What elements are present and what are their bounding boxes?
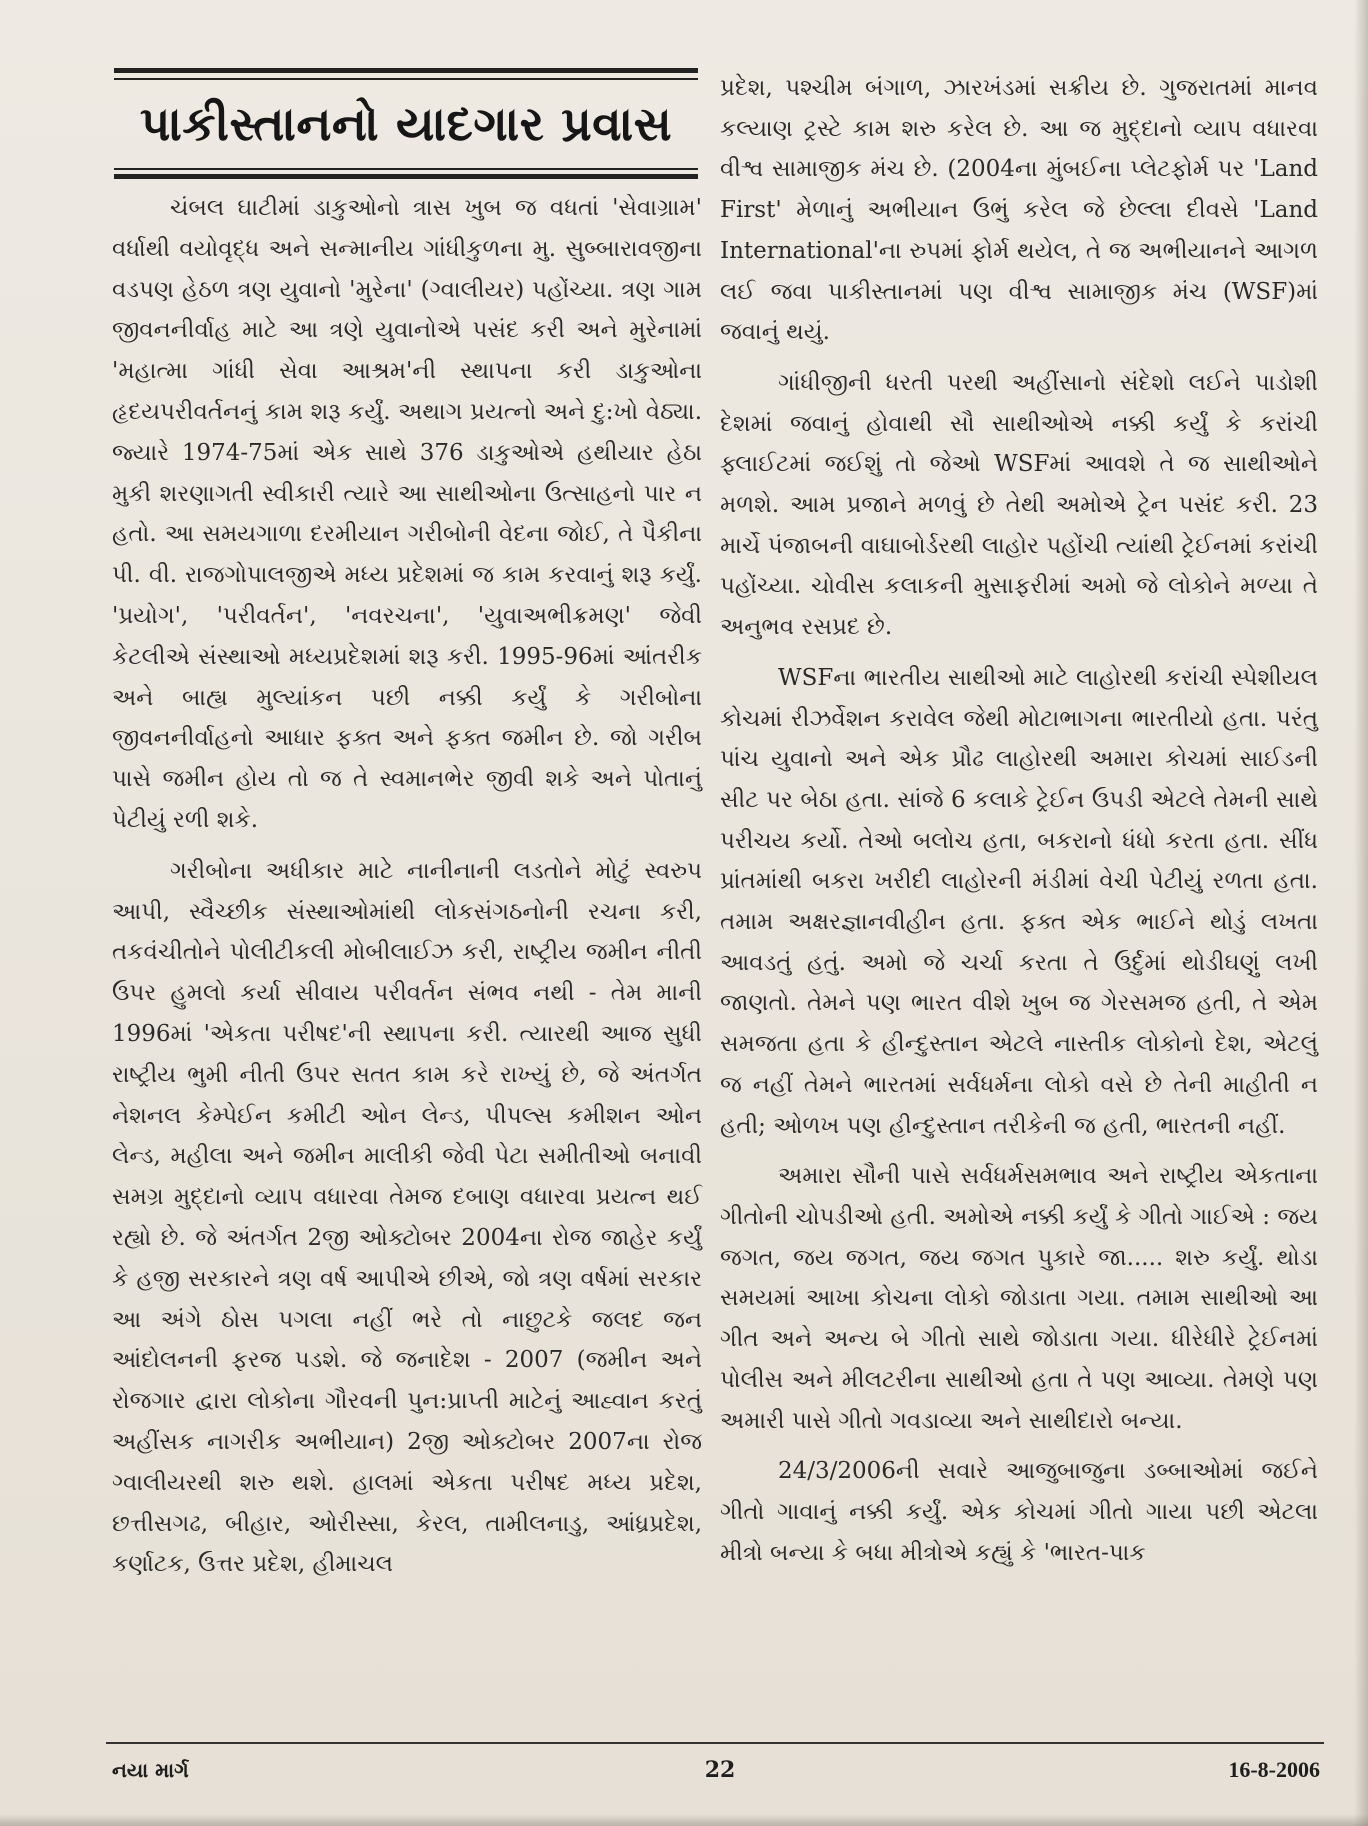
title-top-rule: [114, 68, 698, 73]
title-top-thin-rule: [114, 78, 698, 80]
right-paragraph-3: WSFના ભારતીય સાથીઓ માટે લાહોરથી કરાંચી સ્પેશીયલ કોચમાં રીઝર્વેશન કરાવેલ જેથી મોટાભાગના ભારતીયો હતા. પરંતુ પાંચ યુવાનો અને એક પ્રૌઢ લાહોરથી અમારા કોચમાં સાઈડની સીટ પર બેઠા હતા. સાંજે 6 કલાકે ટ્રેઈન ઉપડી એટલે તેમની સાથે પરીચય કર્યો. તેઓ બલોચ હતા, બકરાનો ધંધો કરતા હતા. સીંધ પ્રાંતમાંથી બકરા ખરીદી લાહોરની મંડીમાં વેચી પેટીયું રળતા હતા. તમામ અક્ષરજ્ઞાનવીહીન હતા. ફક્ત એક ભાઈને થોડું લખતા આવડતું હતું. અમો જે ચર્ચા કરતા તે ઉર્દુમાં થોડીઘણું લખી જાણતો. તેમને પણ ભારત વીશે ખુબ જ ગેરસમજ હતી, તે એમ સમજતા હતા કે હીન્દુસ્તાન એટલે નાસ્તીક લોકોનો દેશ, એટલું જ નહીં તેમને ભારતમાં સર્વધર્મના લોકો વસે છે તેની માહીતી ન હતી; ઓળખ પણ હીન્દુસ્તાન તરીકેની જ હતી, ભારતની નહીં.: [720, 664, 1318, 1139]
right-paragraph-2: ગાંધીજીની ધરતી પરથી અહીંસાનો સંદેશો લઈને પાડોશી દેશમાં જવાનું હોવાથી સૌ સાથીઓએ નક્કી કર્યું કે કરાંચી ફ્લાઈટમાં જઈશું તો જેઓ WSFમાં આવશે તે જ સાથીઓને મળશે. આમ પ્રજાને મળવું છે તેથી અમોએ ટ્રેન પસંદ કરી. 23 માર્ચે પંજાબની વાઘાબોર્ડરથી લાહોર પહોંચી ત્યાંથી ટ્રેઈનમાં કરાંચી પહોંચ્યા. ચોવીસ કલાકની મુસાફરીમાં અમો જે લોકોને મળ્યા તે અનુભવ રસપ્રદ છે.: [720, 369, 1318, 641]
scan-edge-shadow-right: [1354, 0, 1368, 1826]
left-column: [112, 188, 702, 1585]
publication-name: નયા માર્ગ: [112, 1758, 189, 1782]
left-paragraph-1: ચંબલ ઘાટીમાં ડાકુઓનો ત્રાસ ખુબ જ વધતાં 'સેવાગ્રામ' વર્ધાથી વયોવૃદ્ધ અને સન્માનીય ગાંધીકુળના મુ. સુબ્બારાવજીના વડપણ હેઠળ ત્રણ યુવાનો 'મુરેના' (ગ્વાલીયર) પહોંચ્યા. ત્રણ ગામ જીવનનીર્વાહ માટે આ ત્રણે યુવાનોએ પસંદ કરી અને મુરેનામાં 'મહાત્મા ગાંધી સેવા આશ્રમ'ની સ્થાપના કરી ડાકુઓના હૃદયપરીવર્તનનું કામ શરૂ કર્યું. અથાગ પ્રયત્નો અને દુ:ખો વેઠ્યા. જ્યારે 1974-75માં એક સાથે 376 ડાકુઓએ હથીયાર હેઠા મુકી શરણાગતી સ્વીકારી ત્યારે આ સાથીઓના ઉત્સાહનો પાર ન હતો. આ સમયગાળા દરમીયાન ગરીબોની વેદના જોઈ, તે પૈકીના પી. વી. રાજગોપાલજીએ મધ્ય પ્રદેશમાં જ કામ કરવાનું શરૂ કર્યું. 'પ્રયોગ', 'પરીવર્તન', 'નવરચના', 'યુવાઅભીક્રમણ' જેવી કેટલીએ સંસ્થાઓ મધ્યપ્રદેશમાં શરૂ કરી. 1995-96માં આંતરીક અને બાહ્ય મુલ્યાંકન પછી નક્કી કર્યું કે ગરીબોના જીવનનીર્વાહનો આધાર ફક્ત અને ફક્ત જમીન છે. જો ગરીબ પાસે જમીન હોય તો જ તે સ્વમાનભેર જીવી શકે અને પોતાનું પેટીયું રળી શકે.: [112, 195, 702, 833]
page-number: 22: [704, 1757, 736, 1783]
footer-rule: [106, 1742, 1324, 1744]
right-column: [720, 68, 1318, 1573]
right-paragraph-5: 24/3/2006ની સવારે આજુબાજુના ડબ્બાઓમાં જઈને ગીતો ગાવાનું નક્કી કર્યું. એક કોચમાં ગીતો ગાયા પછી એટલા મીત્રો બન્યા કે બધા મીત્રોએ કહ્યું કે 'ભારત-પાક: [720, 1458, 1318, 1566]
right-paragraph-1: પ્રદેશ, પશ્ચીમ બંગાળ, ઝારખંડમાં સક્રીય છે. ગુજરાતમાં માનવ કલ્યાણ ટ્રસ્ટે કામ શરુ કરેલ છે. આ જ મુદ્દાનો વ્યાપ વધારવા વીશ્વ સામાજીક મંચ છે. (2004ના મુંબઈના પ્લેટફોર્મ પર 'Land First' મેળાનું અભીયાન ઉભું કરેલ જે છેલ્લા દીવસે 'Land International'ના રુપમાં ફોર્મ થયેલ, તે જ અભીયાનને આગળ લઈ જવા પાકીસ્તાનમાં પણ વીશ્વ સામાજીક મંચ (WSF)માં જવાનું થયું.: [720, 75, 1318, 346]
scan-edge-shadow-bottom: [0, 1814, 1368, 1826]
title-bottom-rule: [114, 174, 698, 179]
title-bottom-thin-rule: [114, 168, 698, 170]
article-title: પાકીસ્તાનનો યાદગાર પ્રવાસ: [139, 97, 673, 152]
left-paragraph-2: ગરીબોના અધીકાર માટે નાનીનાની લડતોને મોટું સ્વરુપ આપી, સ્વૈચ્છીક સંસ્થાઓમાંથી લોકસંગઠનોની રચના કરી, તકવંચીતોને પોલીટીકલી મોબીલાઈઝ કરી, રાષ્ટ્રીય જમીન નીતી ઉપર હુમલો કર્યા સીવાય પરીવર્તન સંભવ નથી - તેમ માની 1996માં 'એકતા પરીષદ'ની સ્થાપના કરી. ત્યારથી આજ સુધી રાષ્ટ્રીય ભુમી નીતી ઉપર સતત કામ કરે રાખ્યું છે, જે અંતર્ગત નેશનલ કેમ્પેઈન કમીટી ઓન લેન્ડ, પીપલ્સ કમીશન ઓન લેન્ડ, મહીલા અને જમીન માલીકી જેવી પેટા સમીતીઓ બનાવી સમગ્ર મુદ્દાનો વ્યાપ વધારવા તેમજ દબાણ વધારવા પ્રયત્ન થઈ રહ્યો છે. જે અંતર્ગત 2જી ઓક્ટોબર 2004ના રોજ જાહેર કર્યું કે હજી સરકારને ત્રણ વર્ષ આપીએ છીએ, જો ત્રણ વર્ષમાં સરકાર આ અંગે ઠોસ પગલા નહીં ભરે તો નાછુટકે જલદ જન આંદોલનની ફરજ પડશે. જે જનાદેશ - 2007 (જમીન અને રોજગાર દ્વારા લોકોના ગૌરવની પુન:પ્રાપ્તી માટેનું આહ્વાન કરતું અહીંસક નાગરીક અભીયાન) 2જી ઓક્ટોબર 2007ના રોજ ગ્વાલીયરથી શરુ થશે. હાલમાં એકતા પરીષદ મધ્ય પ્રદેશ, છત્તીસગઢ, બીહાર, ઓરીસ્સા, કેરલ, તામીલનાડુ, આંધ્રપ્રદેશ, કર્ણાટક, ઉત્તર પ્રદેશ, હીમાચલ: [112, 857, 702, 1578]
right-paragraph-4: અમારા સૌની પાસે સર્વધર્મસમભાવ અને રાષ્ટ્રીય એકતાના ગીતોની ચોપડીઓ હતી. અમોએ નક્કી કર્યું કે ગીતો ગાઈએ : જય જગત, જય જગત, જય જગત પુકારે જા..... શરુ કર્યું. થોડા સમયમાં આખા કોચના લોકો જોડાતા ગયા. તમામ સાથીઓ આ ગીત અને અન્ય બે ગીતો સાથે જોડાતા ગયા. ધીરેધીરે ટ્રેઈનમાં પોલીસ અને મીલટરીના સાથીઓ હતા તે પણ આવ્યા. તેમણે પણ અમારી પાસે ગીતો ગવડાવ્યા અને સાથીદારો બન્યા.: [720, 1163, 1318, 1434]
issue-date: 16-8-2006: [1228, 1757, 1320, 1782]
